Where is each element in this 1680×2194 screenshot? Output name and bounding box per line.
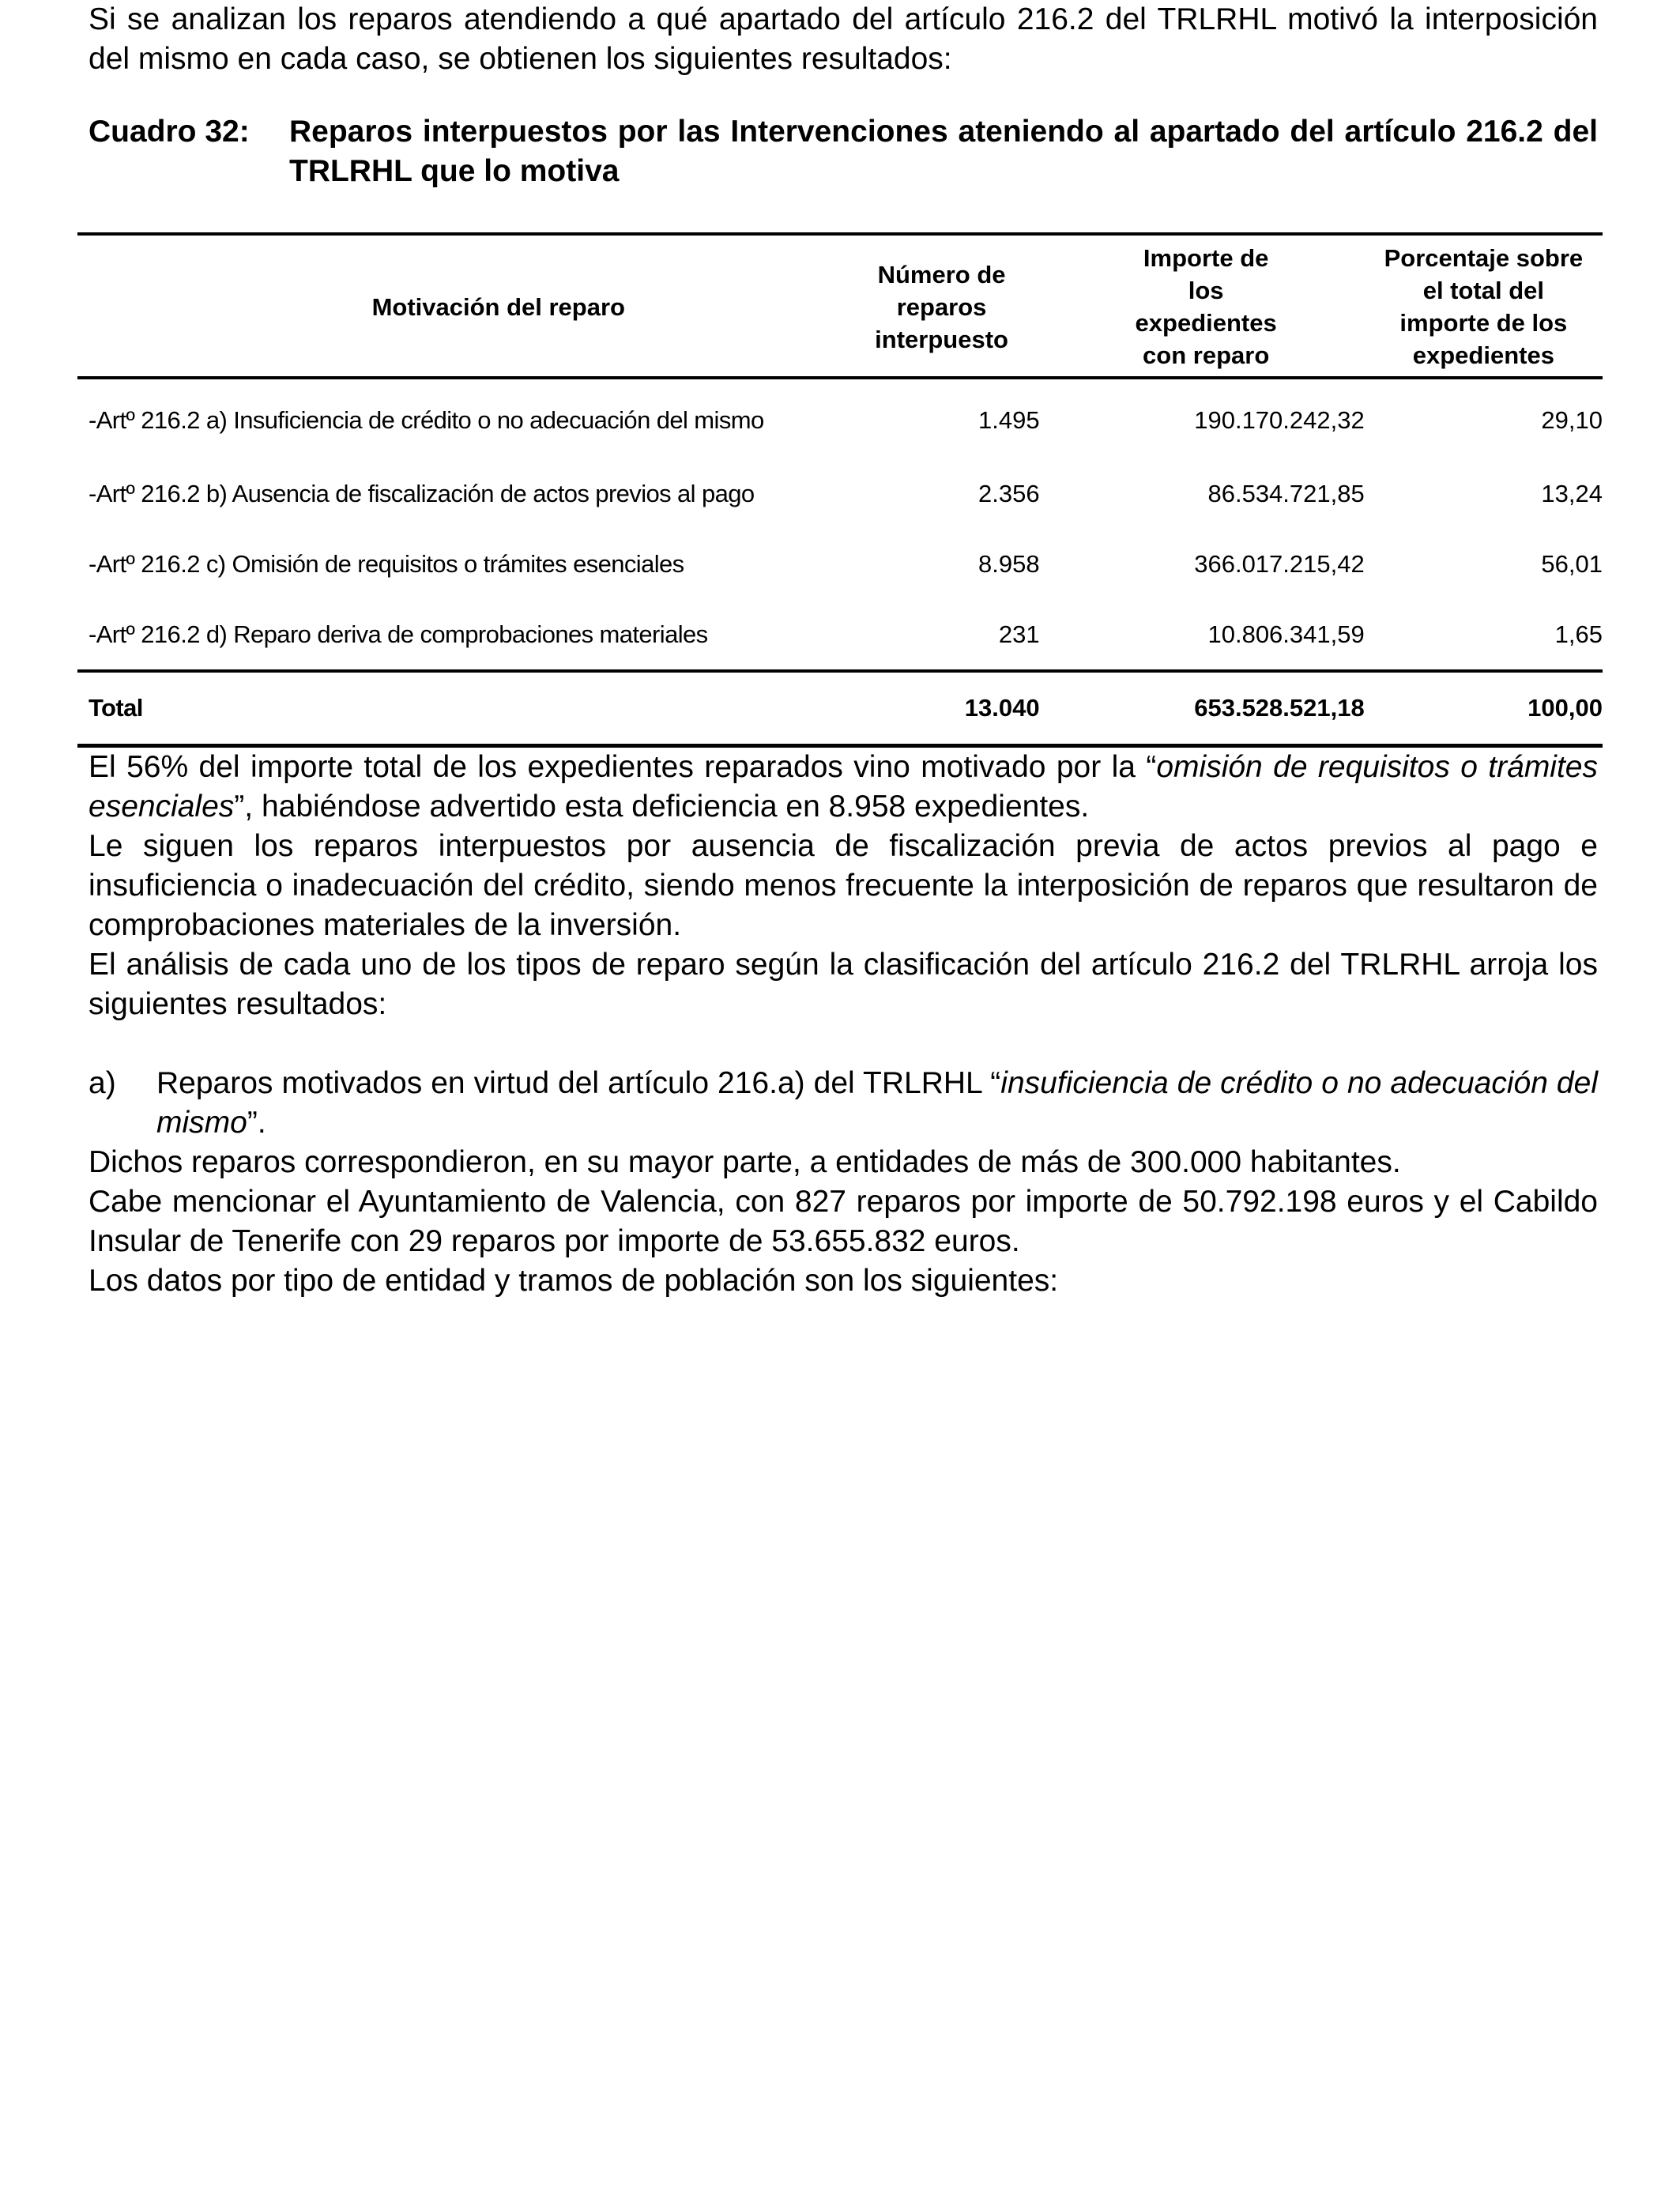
list-item-text — [156, 1064, 1598, 1143]
para1-after: ”, habiéndose advertido esta deficiencia en 8.958 expedientes. — [234, 790, 1090, 824]
total-importe: 653.528.521,18 — [1194, 694, 1365, 722]
paragraph-56-percent — [89, 748, 1598, 827]
row-numero: 231 — [998, 620, 1040, 648]
header-porcentaje-line1: Porcentaje sobre — [1384, 244, 1584, 272]
row-numero: 2.356 — [978, 479, 1040, 507]
table-row — [77, 599, 1603, 671]
paragraph-dichos-reparos: Dichos reparos correspondieron, en su mayor parte, a entidades de más de 300.000 habitantes. — [89, 1145, 1401, 1179]
paragraph-le-siguen: Le siguen los reparos interpuestos por ausencia de fiscalización previa de actos previos al pago e insuficiencia o inadecuación del crédito, siendo menos frecuente la interposición de reparos que resultaron de comprobaciones materiales de la inversión. — [89, 829, 1598, 942]
row-numero: 8.958 — [978, 549, 1040, 578]
reparos-table-wrapper — [77, 232, 1603, 748]
paragraph-analisis: El análisis de cada uno de los tipos de reparo según la clasificación del artículo 216.2 del TRLRHL arroja los siguientes resultados: — [89, 948, 1598, 1021]
header-porcentaje-line2: el total del importe de los expedientes — [1399, 277, 1568, 369]
reparos-table — [77, 232, 1603, 748]
para1-italic: omisión de requisitos o trámites esenciales — [89, 750, 1598, 824]
table-caption — [89, 112, 1598, 191]
row-importe: 366.017.215,42 — [1194, 549, 1365, 578]
row-porcentaje: 1,65 — [1554, 620, 1603, 648]
item-a-after: ”. — [247, 1106, 266, 1140]
row-motivo: -Artº 216.2 d) Reparo deriva de comprobaciones materiales — [89, 620, 708, 648]
table-row — [77, 529, 1603, 599]
header-importe — [1040, 234, 1365, 378]
table-total-row — [77, 671, 1603, 746]
row-porcentaje: 56,01 — [1541, 549, 1603, 578]
list-item-a — [89, 1064, 1598, 1143]
list-marker: a) — [89, 1066, 116, 1100]
intro-paragraph: Si se analizan los reparos atendiendo a qué apartado del artículo 216.2 del TRLRHL motivó la interposición del mismo en cada caso, se obtienen los siguientes resultados: — [89, 2, 1598, 76]
item-a-italic: insuficiencia de crédito o no adecuación del mismo — [156, 1066, 1598, 1140]
row-importe: 10.806.341,59 — [1207, 620, 1365, 648]
caption-label: Cuadro 32: — [89, 115, 250, 149]
paragraph-cabe-mencionar: Cabe mencionar el Ayuntamiento de Valencia, con 827 reparos por importe de 50.792.198 euros y el Cabildo Insular de Tenerife con 29 reparos por importe de 53.655.832 euros. — [89, 1185, 1598, 1258]
total-numero: 13.040 — [964, 694, 1040, 722]
row-porcentaje: 29,10 — [1541, 406, 1603, 434]
total-porcentaje: 100,00 — [1527, 694, 1603, 722]
row-porcentaje: 13,24 — [1541, 479, 1603, 507]
header-porcentaje — [1365, 234, 1603, 378]
header-importe-text: Importe de los expedientes con reparo — [1135, 244, 1277, 369]
total-label: Total — [89, 694, 143, 722]
caption-text: Reparos interpuestos por las Intervenciones ateniendo al apartado del artículo 216.2 del TRLRHL que lo motiva — [289, 115, 1598, 188]
row-importe: 190.170.242,32 — [1194, 406, 1365, 434]
header-motivacion: Motivación del reparo — [371, 292, 625, 321]
table-header-row — [77, 234, 1603, 378]
header-numero — [876, 234, 1040, 378]
item-a-before: Reparos motivados en virtud del artículo 216.a) del TRLRHL “ — [156, 1066, 1001, 1100]
row-numero: 1.495 — [978, 406, 1040, 434]
table-row — [77, 458, 1603, 529]
table-row — [77, 378, 1603, 458]
row-motivo: -Artº 216.2 c) Omisión de requisitos o trámites esenciales — [89, 549, 684, 578]
para1-before: El 56% del importe total de los expedientes reparados vino motivado por la “ — [89, 750, 1157, 784]
row-importe: 86.534.721,85 — [1207, 479, 1365, 507]
header-numero-text: Número de reparos interpuesto — [875, 260, 1008, 353]
paragraph-los-datos: Los datos por tipo de entidad y tramos de población son los siguientes: — [89, 1264, 1059, 1298]
row-motivo: -Artº 216.2 b) Ausencia de fiscalización de actos previos al pago — [89, 479, 755, 507]
document-page — [89, 0, 1603, 1301]
row-motivo: -Artº 216.2 a) Insuficiencia de crédito o no adecuación del mismo — [89, 406, 764, 434]
